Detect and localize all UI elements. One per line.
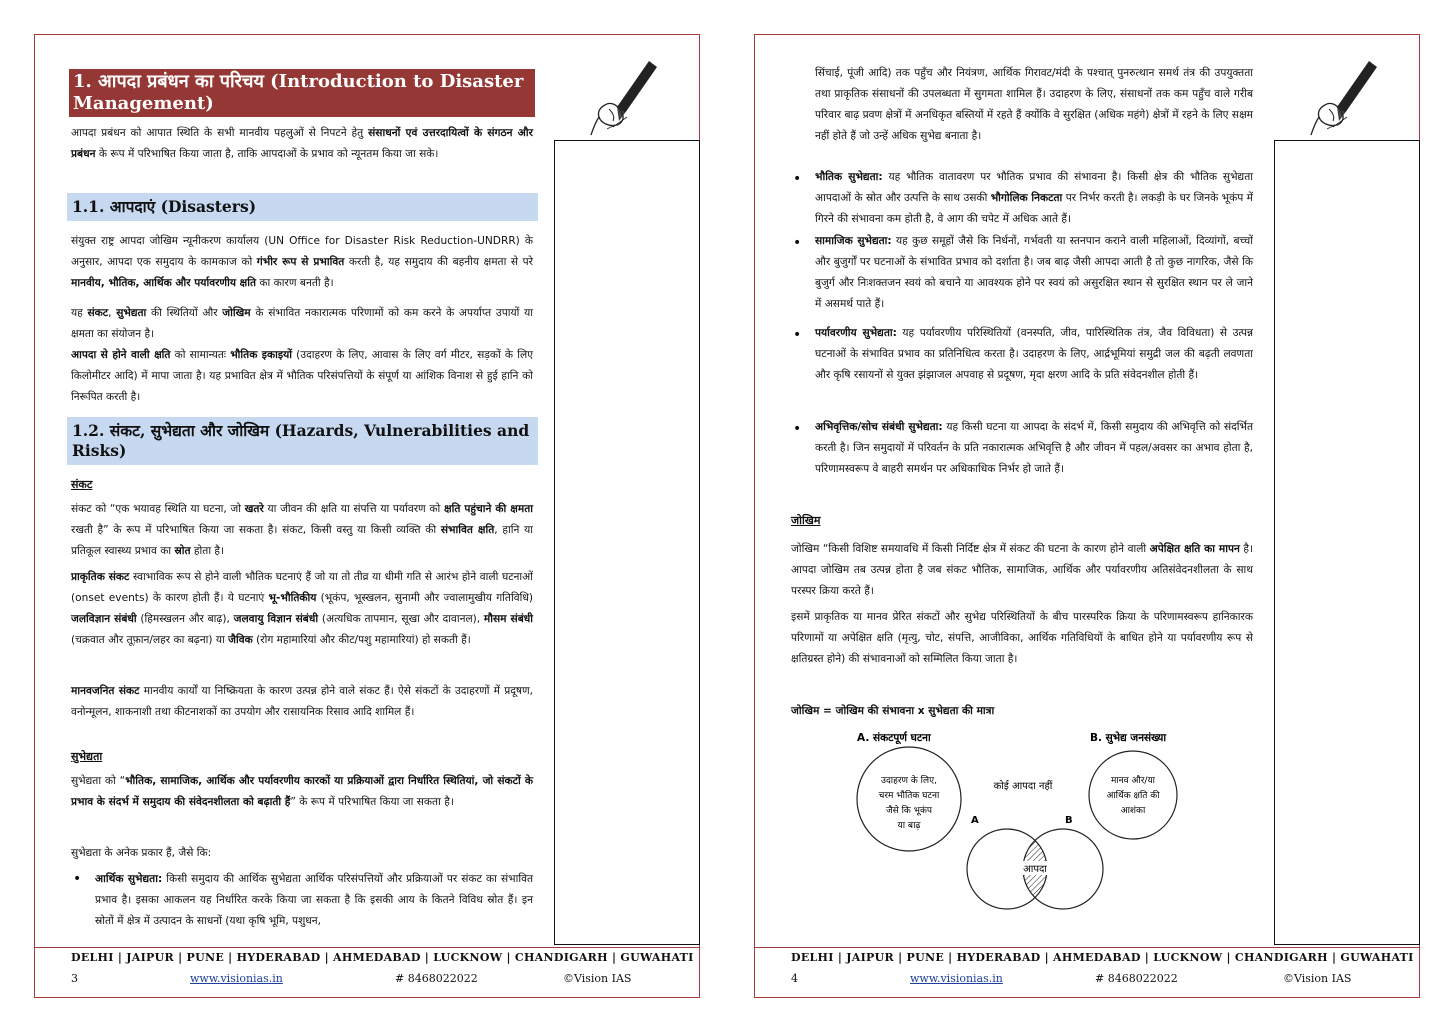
disasters-paragraph-2: यह संकट, सुभेद्यता की स्थितियों और जोखिम के संभावित नकारात्मक परिणामों को कम करने के अपर्याप्त उपायों या क्षमता का संयोजन है।	[71, 307, 533, 340]
economic-vulnerability-item: आर्थिक सुभेद्यता: किसी समुदाय की आर्थिक सुभेद्यता आर्थिक परिसंपत्तियों और प्रक्रियाओं पर संकट का संभावित प्रभाव है। इसका आकलन यह निर्धारित करके किया जा सकता है कि इसकी आय के कितने विविध स्रोत हैं। इन स्रोतों में क्षेत्र में उत्पादन के साधनों (यथा कृषि भूमि, पशुधन,	[95, 873, 534, 927]
vulnerability-paragraph-2: सुभेद्यता के अनेक प्रकार हैं, जैसे कि:	[71, 847, 212, 859]
intro-paragraph: आपदा प्रबंधन को आपात स्थिति के सभी मानवीय पहलुओं से निपटने हेतु संसाधनों एवं उत्तरदायित्वों के संगठन और प्रबंधन के रूप में परिभाषित किया जाता है, ताकि आपदाओं के प्रभाव को न्यूनतम किया जा सके।	[71, 127, 533, 160]
physical-vulnerability-item: भौतिक सुभेद्यता: यह भौतिक वातावरण पर भौतिक प्रभाव की संभावना है। किसी क्षेत्र की भौतिक सुभेद्यता आपदाओं के स्रोत और उत्पत्ति के साथ उसकी भौगोलिक निकटता पर निर्भर करती है। लकड़ी के घर जिनके भूकंप में गिरने की संभावना कम होती है, वे आग की चपेट में अधिक आते हैं।	[815, 171, 1254, 225]
copyright: ©Vision IAS	[563, 972, 632, 985]
pen-hand-icon	[587, 57, 667, 137]
section-heading-disasters: 1.1. आपदाएं (Disasters)	[67, 193, 538, 221]
label-b: B. सुभेद्य जनसंख्या	[1090, 732, 1167, 744]
website-link[interactable]: www.visionias.in	[190, 972, 283, 985]
copyright: ©Vision IAS	[1283, 972, 1352, 985]
notes-box	[1274, 140, 1420, 945]
bullet-dot: •	[73, 871, 82, 887]
page-title: 1. आपदा प्रबंधन का परिचय (Introduction to Disaster Management)	[69, 69, 535, 117]
vulnerability-paragraph-1: सुभेद्यता को “भौतिक, सामाजिक, आर्थिक और पर्यावरणीय कारकों या प्रक्रियाओं द्वारा निर्धारित स्थितियां, जो संकटों के प्रभाव के संदर्भ में समुदाय की संवेदनशीलता को बढ़ाती हैं” के रूप में परिभाषित किया जा सकता है।	[71, 775, 533, 808]
risk-heading: जोखिम	[791, 514, 821, 527]
hazard-heading: संकट	[71, 478, 93, 491]
no-disaster-label: कोई आपदा नहीं	[993, 781, 1053, 792]
footer-cities: DELHI | JAIPUR | PUNE | HYDERABAD | AHMEDABAD | LUCKNOW | CHANDIGARH | GUWAHATI	[791, 951, 1414, 964]
page-number: 4	[791, 972, 798, 985]
environmental-vulnerability-item: पर्यावरणीय सुभेद्यता: यह पर्यावरणीय परिस्थितियों (वनस्पति, जीव, पारिस्थितिक तंत्र, जैव विविधता) से उत्पन्न घटनाओं के संभावित प्रभाव का प्रतिनिधित्व करता है। उदाहरण के लिए, आर्द्रभूमियां समुद्री जल की बढ़ती लवणता और कृषि रसायनों से युक्त झंझाजल अपवाह से प्रदूषण, मृदा क्षरण आदि के प्रति संवेदनशील होती हैं।	[815, 327, 1254, 381]
population-circle-line-3: आशंका	[1120, 806, 1146, 816]
page-number: 3	[71, 972, 78, 985]
risk-formula: जोखिम = जोखिम की संभावना x सुभेद्यता की मात्रा	[791, 705, 995, 717]
pen-hand-icon	[1307, 57, 1387, 137]
hazard-circle-line-4: या बाढ़	[897, 821, 921, 831]
disasters-paragraph-1: संयुक्त राष्ट्र आपदा जोखिम न्यूनीकरण कार्यालय (UN Office for Disaster Risk Reduction-UNDRR) के अनुसार, आपदा एक समुदाय के कामकाज को गंभीर रूप से प्रभावित करती है, यह समुदाय की बहनीय क्षमता से परे मानवीय, भौतिक, आर्थिक और पर्यावरणीय क्षति का कारण बनती है।	[71, 235, 533, 289]
attitudinal-vulnerability-item: अभिवृत्तिक/सोच संबंधी सुभेद्यता: यह किसी घटना या आपदा के संदर्भ में, किसी समुदाय की अभिवृत्ति को संदर्भित करती है। जिन समुदायों में परिवर्तन के प्रति नकारात्मक अभिवृत्ति है और जीवन में पहल/अवसर का अभाव होता है, परिणामस्वरूप वे बाहरी समर्थन पर अधिकाधिक निर्भर हो जाते हैं।	[815, 421, 1253, 475]
economic-vulnerability-continued: सिंचाई, पूंजी आदि) तक पहुँच और नियंत्रण, आर्थिक गिरावट/मंदी के पश्चात् पुनरुत्थान समर्थ तंत्र की उपयुक्तता तथा प्राकृतिक संसाधनों की उपलब्धता में सुगमता शामिल हैं। उदाहरण के लिए, संसाधनों तक कम पहुँच वाले गरीब परिवार बाढ़ प्रवण क्षेत्रों में अनधिकृत बस्तियों में रहते हैं क्योंकि वे सुरक्षित (अधिक महंगे) क्षेत्रों में रहने के लिए सक्षम नहीं होते हैं जो उन्हें अधिक सुभेद्य बनाता है।	[815, 67, 1253, 142]
bullet-dot: •	[793, 421, 802, 437]
risk-paragraph-1: जोखिम “किसी विशिष्ट समयावधि में किसी निर्दिष्ट क्षेत्र में संकट की घटना के कारण होने वाली अपेक्षित क्षति का मापन है। आपदा जोखिम तब उत्पन्न होता है जब संकट भौतिक, सामाजिक, आर्थिक और पर्यावरणीय अतिसंवेदनशीलता के साथ परस्पर क्रिया करते हैं।	[791, 543, 1253, 597]
venn-label-a: A	[971, 815, 979, 826]
overlap-label: आपदा	[1023, 864, 1047, 875]
footer-cities: DELHI | JAIPUR | PUNE | HYDERABAD | AHMEDABAD | LUCKNOW | CHANDIGARH | GUWAHATI	[71, 951, 694, 964]
hazard-circle-line-1: उदाहरण के लिए,	[881, 776, 937, 786]
website-link[interactable]: www.visionias.in	[910, 972, 1003, 985]
disasters-paragraph-3: आपदा से होने वाली क्षति को सामान्यतः भौतिक इकाइयों (उदाहरण के लिए, आवास के लिए वर्ग मीटर, सड़कों के लिए किलोमीटर आदि) में मापा जाता है। यह प्रभावित क्षेत्र में भौतिक परिसंपत्तियों के संपूर्ण या आंशिक विनाश से हुई हानि को निरूपित करती है।	[71, 349, 533, 403]
page-left	[34, 34, 700, 998]
hazard-circle-line-3: जैसे कि भूकंप	[885, 806, 933, 816]
venn-label-b: B	[1065, 815, 1073, 826]
bullet-dot: •	[793, 327, 802, 343]
footer-divider	[35, 947, 699, 948]
bullet-dot: •	[793, 235, 802, 251]
hazard-paragraph-3: मानवजनित संकट मानवीय कार्यों या निष्क्रियता के कारण उत्पन्न होने वाले संकट हैं। ऐसे संकटों के उदाहरणों में प्रदूषण, वनोन्मूलन, शाकनाशी तथा कीटनाशकों का उपयोग और रासायनिक रिसाव आदि शामिल हैं।	[71, 685, 533, 718]
page-right	[754, 34, 1420, 998]
hazard-paragraph-1: संकट को “एक भयावह स्थिति या घटना, जो खतरे या जीवन की क्षति या संपत्ति या पर्यावरण को क्षति पहुंचाने की क्षमता रखती है” के रूप में परिभाषित किया जा सकता है। संकट, किसी वस्तु या किसी व्यक्ति की संभावित क्षति, हानि या प्रतिकूल स्वास्थ्य प्रभाव का स्रोत होता है।	[71, 503, 534, 557]
section-heading-hazards: 1.2. संकट, सुभेद्यता और जोखिम (Hazards, Vulnerabilities and Risks)	[67, 417, 538, 465]
label-a: A. संकटपूर्ण घटना	[857, 732, 931, 744]
bullet-dot: •	[793, 171, 802, 187]
notes-box	[554, 140, 700, 945]
hazard-circle-line-2: चरम भौतिक घटना	[878, 791, 940, 801]
vulnerability-heading: सुभेद्यता	[71, 750, 103, 763]
hazard-paragraph-2: प्राकृतिक संकट स्वाभाविक रूप से होने वाली भौतिक घटनाएं हैं जो या तो तीव्र या धीमी गति से आरंभ होने वाली घटनाओं (onset events) के कारण होती हैं। ये घटनाएं भू-भौतिकीय (भूकंप, भूस्खलन, सुनामी और ज्वालामुखीय गतिविधि) जलविज्ञान संबंधी (हिमस्खलन और बाढ़), जलवायु विज्ञान संबंधी (अत्यधिक तापमान, सूखा और दावानल), मौसम संबंधी (चक्रवात और तूफ़ान/लहर का बढ़ना) या जैविक (रोग महामारियां और कीट/पशु महामारियां) हो सकती हैं।	[71, 571, 534, 646]
risk-paragraph-2: इसमें प्राकृतिक या मानव प्रेरित संकटों और सुभेद्य परिस्थितियों के बीच पारस्परिक क्रिया के परिणामस्वरूप हानिकारक परिणामों या अपेक्षित क्षति (मृत्यु, चोट, संपत्ति, आजीविका, आर्थिक गतिविधियों के बाधित होने या पर्यावरणीय रूप से क्षतिग्रस्त होने) की संभावनाओं को सम्मिलित किया जाता है।	[791, 611, 1253, 665]
social-vulnerability-item: सामाजिक सुभेद्यता: यह कुछ समूहों जैसे कि निर्धनों, गर्भवती या स्तनपान कराने वाली महिलाओं, दिव्यांगों, बच्चों और बुजुर्गों पर घटनाओं के संभावित प्रभाव को दर्शाता है। जब बाढ़ जैसी आपदा आती है तो कुछ नागरिक, जैसे कि बुजुर्ग और निःशक्तजन स्वयं को बचाने या आवश्यक होने पर स्वयं को असुरक्षित स्थान से सुरक्षित स्थान पर ले जाने में असमर्थ पाते हैं।	[815, 235, 1253, 310]
footer-divider	[755, 947, 1419, 948]
risk-venn-diagram	[835, 725, 1215, 925]
phone-number: # 8468022022	[1095, 972, 1178, 985]
population-circle-line-1: मानव और/या	[1110, 776, 1156, 786]
population-circle-line-2: आर्थिक क्षति की	[1106, 791, 1160, 801]
phone-number: # 8468022022	[395, 972, 478, 985]
